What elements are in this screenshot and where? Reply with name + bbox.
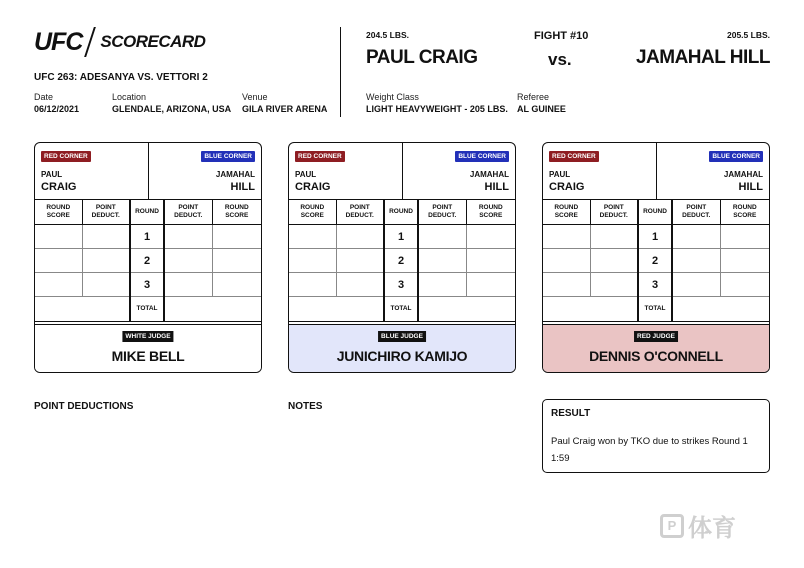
score-table-header [35,200,261,225]
red-deduct-cell [336,273,384,297]
weight-class-label: Weight Class [366,92,419,102]
round-number: 1 [384,225,418,249]
red-score-cell [289,249,336,273]
blue-total-cell [672,297,769,322]
point-deductions-heading: POINT DEDUCTIONS [34,401,134,412]
blue-corner-fighter [216,168,255,194]
red-first-name: PAUL [295,170,317,179]
judge-tag: RED JUDGE [634,331,678,342]
blue-point-deduct-header: POINT DEDUCT. [164,200,212,225]
red-point-deduct-header: POINT DEDUCT. [590,200,638,225]
red-deduct-cell [590,273,638,297]
total-label: TOTAL [130,297,164,322]
score-table [543,199,769,322]
judge-name: MIKE BELL [111,348,185,364]
blue-score-cell [720,273,769,297]
score-table-header [289,200,515,225]
red-round-score-header: ROUND SCORE [289,200,336,225]
red-last-name: CRAIG [41,181,77,193]
round-number: 2 [130,249,164,273]
blue-deduct-cell [418,249,466,273]
blue-corner-fighter [724,168,763,194]
total-row [289,297,515,322]
blue-score-cell [212,249,261,273]
judge-footer [289,324,515,373]
red-score-cell [35,249,82,273]
blue-round-score-header: ROUND SCORE [466,200,515,225]
judge-tag: BLUE JUDGE [378,331,426,342]
venue-value: GILA RIVER ARENA [242,104,328,114]
corner-header [35,143,261,199]
blue-score-cell [212,225,261,249]
round-number: 1 [638,225,672,249]
blue-corner-fighter [470,168,509,194]
red-score-cell [543,225,590,249]
result-text: Paul Craig won by TKO due to strikes Round 1 1:59 [551,436,748,464]
watermark-logo-icon: P [660,514,684,538]
round-row [289,249,515,273]
round-row [35,273,261,297]
total-row [35,297,261,322]
corner-divider [656,143,657,199]
location-label: Location [112,92,147,102]
blue-deduct-cell [418,273,466,297]
logo-divider [85,27,97,57]
blue-deduct-cell [672,249,720,273]
red-score-cell [35,225,82,249]
round-row [543,249,769,273]
referee-value: AL GUINEE [517,104,566,114]
round-header: ROUND [384,200,418,225]
blue-score-cell [466,225,515,249]
blue-deduct-cell [672,273,720,297]
score-table [35,199,261,322]
round-row [289,273,515,297]
round-row [35,249,261,273]
versus-label: vs. [548,50,572,69]
round-number: 2 [638,249,672,273]
blue-score-cell [466,273,515,297]
total-label: TOTAL [638,297,672,322]
red-point-deduct-header: POINT DEDUCT. [82,200,130,225]
corner-header [543,143,769,199]
blue-last-name: HILL [230,181,255,193]
red-deduct-cell [336,225,384,249]
watermark [660,508,736,543]
judge-scorecard [288,142,516,373]
brand-wordmark: UFC [34,27,83,56]
corner-divider [148,143,149,199]
blue-score-cell [720,249,769,273]
total-label: TOTAL [384,297,418,322]
date-label: Date [34,92,54,102]
result-box [542,399,770,473]
blue-corner-badge: BLUE CORNER [455,151,509,162]
round-header: ROUND [638,200,672,225]
red-deduct-cell [590,249,638,273]
blue-round-score-header: ROUND SCORE [720,200,769,225]
result-heading: RESULT [551,408,591,419]
red-corner-fighter [295,168,330,194]
blue-deduct-cell [164,249,212,273]
judge-footer [35,324,261,373]
blue-last-name: HILL [738,181,763,193]
round-number: 3 [384,273,418,297]
referee-label: Referee [517,92,550,102]
red-last-name: CRAIG [549,181,585,193]
judge-name: JUNICHIRO KAMIJO [336,348,468,364]
blue-fighter-weight: 205.5 LBS. [727,30,770,40]
round-row [543,225,769,249]
blue-corner-badge: BLUE CORNER [201,151,255,162]
red-total-cell [543,297,638,322]
blue-corner-badge: BLUE CORNER [709,151,763,162]
red-first-name: PAUL [549,170,571,179]
red-point-deduct-header: POINT DEDUCT. [336,200,384,225]
blue-score-cell [212,273,261,297]
blue-point-deduct-header: POINT DEDUCT. [672,200,720,225]
blue-last-name: HILL [484,181,509,193]
watermark-text: 体育 [688,515,736,542]
blue-deduct-cell [164,225,212,249]
red-round-score-header: ROUND SCORE [543,200,590,225]
red-deduct-cell [82,225,130,249]
score-table [289,199,515,322]
red-deduct-cell [82,273,130,297]
round-number: 3 [130,273,164,297]
red-fighter-name: PAUL CRAIG [366,47,478,68]
judge-tag: WHITE JUDGE [122,331,173,342]
blue-score-cell [720,225,769,249]
round-row [289,225,515,249]
blue-first-name: JAMAHAL [469,170,509,179]
round-number: 1 [130,225,164,249]
location-value: GLENDALE, ARIZONA, USA [112,104,232,114]
fight-number: FIGHT #10 [534,30,589,42]
red-score-cell [543,249,590,273]
scorecard-title: SCORECARD [100,32,206,51]
blue-point-deduct-header: POINT DEDUCT. [418,200,466,225]
score-table-header [543,200,769,225]
red-corner-badge: RED CORNER [295,151,345,162]
corner-header [289,143,515,199]
blue-deduct-cell [672,225,720,249]
blue-first-name: JAMAHAL [215,170,255,179]
red-round-score-header: ROUND SCORE [35,200,82,225]
red-deduct-cell [336,249,384,273]
date-value: 06/12/2021 [34,104,80,114]
blue-first-name: JAMAHAL [723,170,763,179]
red-total-cell [35,297,130,322]
notes-heading: NOTES [288,401,323,412]
round-number: 3 [638,273,672,297]
round-row [35,225,261,249]
judge-scorecard [542,142,770,373]
round-header: ROUND [130,200,164,225]
blue-fighter-name: JAMAHAL HILL [635,47,770,68]
red-score-cell [543,273,590,297]
blue-deduct-cell [164,273,212,297]
blue-deduct-cell [418,225,466,249]
red-last-name: CRAIG [295,181,331,193]
round-number: 2 [384,249,418,273]
red-corner-badge: RED CORNER [41,151,91,162]
red-deduct-cell [82,249,130,273]
judge-footer [543,324,769,373]
judge-name: DENNIS O'CONNELL [589,348,723,364]
judge-scorecard [34,142,262,373]
venue-label: Venue [242,92,268,102]
blue-round-score-header: ROUND SCORE [212,200,261,225]
header-divider [340,27,341,117]
red-fighter-weight: 204.5 LBS. [366,30,409,40]
weight-class-value: LIGHT HEAVYWEIGHT - 205 LBS. [366,104,508,114]
red-score-cell [289,225,336,249]
blue-total-cell [164,297,261,322]
red-score-cell [289,273,336,297]
red-corner-fighter [549,168,584,194]
red-corner-badge: RED CORNER [549,151,599,162]
red-corner-fighter [41,168,76,194]
red-first-name: PAUL [41,170,63,179]
total-row [543,297,769,322]
red-score-cell [35,273,82,297]
blue-total-cell [418,297,515,322]
event-title: UFC 263: ADESANYA VS. VETTORI 2 [34,72,208,83]
round-row [543,273,769,297]
red-deduct-cell [590,225,638,249]
blue-score-cell [466,249,515,273]
red-total-cell [289,297,384,322]
ufc-logo [34,27,205,57]
corner-divider [402,143,403,199]
